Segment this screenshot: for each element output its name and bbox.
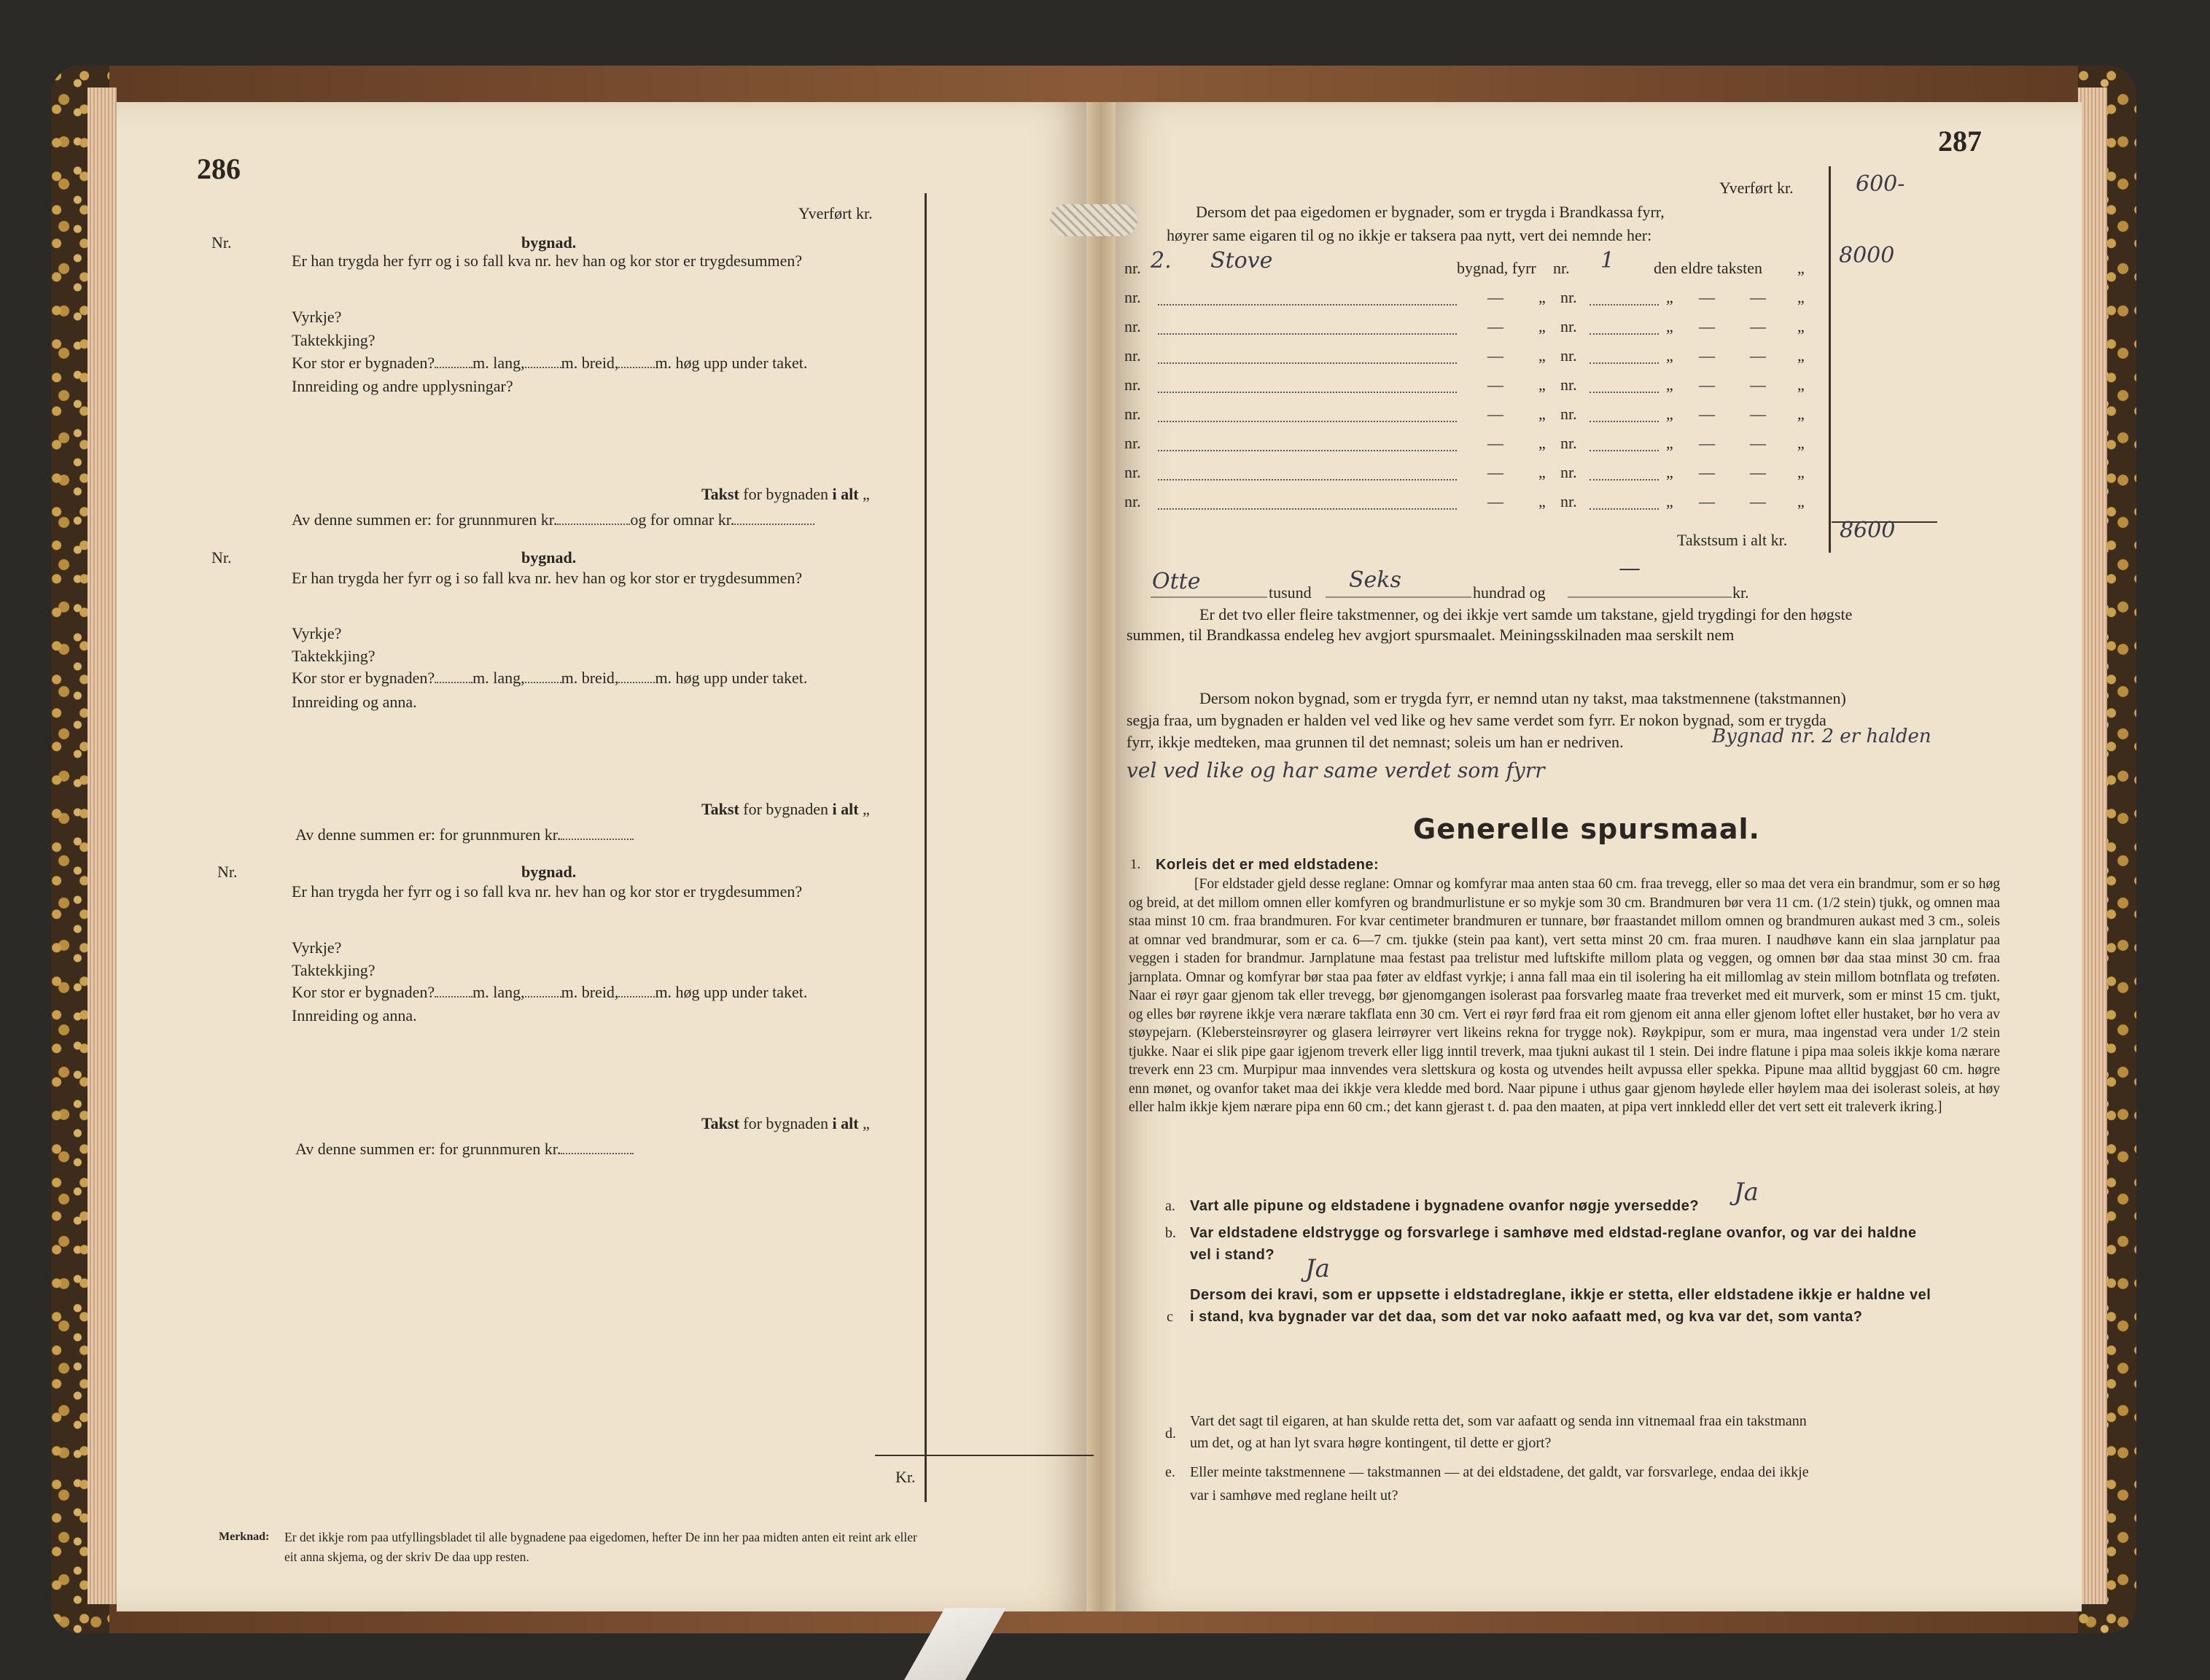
row-dash-2: — [1699,346,1715,365]
row-nr2-label: nr. [1560,376,1577,394]
omnar-field[interactable] [734,524,814,525]
question-taktekkjing: Taktekkjing? [292,647,376,665]
length-unit: m. lang, [472,354,525,372]
row-dash-2: — [1699,376,1715,394]
words-thousand-label: tusund [1269,583,1312,602]
taksum-label: Takstsum i alt kr. [1677,531,1788,549]
bygnad-label-first: bygnad. [521,233,577,252]
row-nr2-field[interactable] [1590,333,1659,335]
row-nr-label: nr. [1124,259,1141,277]
row-quote-3: „ [1797,405,1805,423]
left-page [117,102,1101,1611]
words-hundred-rule [1326,596,1471,598]
row-quote: „ [1797,259,1805,277]
row-nr-label: nr. [1124,434,1141,452]
untaxed-handwritten-2[interactable]: vel ved like og har same verdet som fyrr [1127,758,1545,782]
row-quote-1: „ [1538,288,1546,306]
row-dash-2: — [1699,317,1715,335]
row-nr2-label: nr. [1560,288,1577,306]
row-nr2-field[interactable] [1590,392,1659,393]
height-unit: m. høg upp under taket. [655,983,808,1001]
row-building-name: Stove [1210,248,1273,273]
row-dash-3: — [1750,405,1766,423]
grunnmur-field[interactable] [561,839,634,840]
words-kr-label: kr. [1732,583,1749,602]
book-gutter [1086,102,1116,1611]
row-quote-2: „ [1666,288,1673,306]
row-quote-2: „ [1666,405,1673,423]
row-dash-2: — [1699,405,1715,423]
row-dash-2: — [1699,492,1715,510]
takst-line [701,1114,870,1133]
section-nr-label: Nr. [217,863,238,881]
length-field[interactable] [435,682,472,683]
row-quote-1: „ [1538,492,1546,510]
summen-line [292,510,814,529]
width-unit: m. breid, [561,354,619,372]
q-b-text-2: vel i stand? [1190,1247,1275,1263]
row-nr2-label: nr. [1560,405,1577,423]
row-quote-1: „ [1538,376,1546,394]
row-dash: — [1487,288,1503,306]
row-name-field[interactable] [1158,479,1457,481]
question-size [292,354,807,373]
summen-line [295,1140,634,1159]
page-stack-left [87,88,117,1604]
words-rest-value[interactable]: — [1619,556,1641,581]
untaxed-handwritten-1[interactable]: Bygnad nr. 2 er halden [1712,726,1931,747]
row-nr2-field[interactable] [1590,362,1659,364]
question-info: Innreiding og andre upplysningar? [292,377,513,395]
size-label: Kor stor er bygnaden? [292,983,435,1001]
q-d-label: d. [1165,1426,1176,1442]
row-nr2-field[interactable] [1590,479,1659,481]
bygnad-label: bygnad. [521,548,577,567]
left-amount-column-line [925,193,927,1502]
row-nr-value: 2. [1151,248,1172,273]
row-nr2-field[interactable] [1590,304,1659,306]
row-bygnad-label: bygnad, fyrr [1457,259,1536,277]
row-dash: — [1487,463,1503,481]
question-info: Innreiding og anna. [292,1006,417,1024]
length-unit: m. lang, [472,983,525,1001]
page-stack-right [2078,88,2107,1604]
row-name-field[interactable] [1158,333,1457,335]
takst-total: i alt [832,800,859,818]
row-quote-2: „ [1666,317,1673,335]
row-dash-3: — [1750,288,1766,306]
disagree-line-2: summen, til Brandkassa endeleg hev avgjort spursmaalet. Meiningsskilnaden maa serskilt nem [1127,626,1735,644]
row-nr2-label: nr. [1553,259,1570,277]
row-nr2-label: nr. [1560,434,1577,452]
intro-line-1: Dersom det paa eigedomen er bygnader, som er trygda i Brandkassa fyrr, [1196,203,1665,221]
question-vyrkje: Vyrkje? [292,624,342,642]
takst-line [701,800,870,819]
row-quote-1: „ [1538,434,1546,452]
takst-for: for bygnaden [743,485,828,503]
row-quote-2: „ [1666,463,1673,481]
length-unit: m. lang, [472,669,525,687]
intro-line-2: høyrer same eigaren til og no ikkje er taksera paa nytt, vert dei nemnde her: [1167,226,1652,244]
row-dash: — [1487,346,1503,365]
width-unit: m. breid, [561,983,619,1001]
q-c-text-1: Dersom dei kravi, som er uppsette i eldstadreglane, ikkje er stetta, eller eldstadene ikkje er haldne vel [1190,1287,1931,1303]
row-quote-3: „ [1797,376,1805,394]
takst-total: i alt [832,485,859,503]
row-quote-3: „ [1797,288,1805,306]
row-nr-label: nr. [1124,463,1141,481]
width-unit: m. breid, [561,669,619,687]
height-unit: m. høg upp under taket. [655,669,808,687]
question-taktekkjing: Taktekkjing? [292,961,376,979]
takst-quote: „ [863,800,870,818]
untaxed-line-2: segja fraa, um bygnaden er halden vel ved like og hev same verdet som fyrr. Er nokon bygnad, som er trygda [1127,711,1826,729]
q-a-label: a. [1165,1198,1175,1214]
merknad-line-1: Er det ikkje rom paa utfyllingsbladet til alle bygnadene paa eigedomen, hefter De inn her paa midten anten eit reint ark eller [284,1530,917,1544]
width-field[interactable] [525,682,561,683]
takst-quote: „ [863,485,870,503]
takst-total: i alt [832,1114,859,1132]
height-field[interactable] [618,367,655,368]
taksum-value[interactable]: 8600 [1840,518,1896,543]
row-dash: — [1487,492,1503,510]
row-quote-2: „ [1666,376,1673,394]
row-dash-3: — [1750,346,1766,365]
q1-number: 1. [1130,857,1141,872]
row-name-field[interactable] [1158,421,1457,422]
row-quote-2: „ [1666,492,1673,510]
left-brought-forward-label: Yverført kr. [798,204,873,222]
grunnmur-field[interactable] [561,1153,634,1154]
takst-for: for bygnaden [743,800,828,818]
row-nr-label: nr. [1124,405,1141,423]
row-nr2-label: nr. [1560,317,1577,335]
q-a-answer[interactable]: Ja [1734,1178,1759,1207]
row-nr-label: nr. [1124,317,1141,335]
left-page-number: 286 [197,152,241,185]
width-field[interactable] [525,996,561,998]
q-b-label: b. [1165,1225,1176,1241]
height-field[interactable] [618,682,655,683]
row-nr2-label: nr. [1560,463,1577,481]
takst-word: Takst [701,485,739,503]
row-dash-2: — [1699,288,1715,306]
q-e-text-1: Eller meinte takstmennene — takstmannen — at dei eldstadene, det galdt, var forsvarlege, endaa dei ikkje [1190,1464,1809,1480]
summen-line [295,825,634,844]
row-nr2-field[interactable] [1590,450,1659,451]
row-nr-label: nr. [1124,492,1141,510]
row-dash: — [1487,434,1503,452]
question-taktekkjing: Taktekkjing? [292,331,376,349]
height-unit: m. høg upp under taket. [655,354,808,372]
general-questions-heading: Generelle spursmaal. [1413,813,1760,845]
row-quote-2: „ [1666,346,1673,365]
row-quote-3: „ [1797,346,1805,365]
row-dash: — [1487,405,1503,423]
row-dash-2: — [1699,434,1715,452]
grunnmur-label: Av denne summen er: for grunnmuren kr. [295,825,561,844]
row-quote-3: „ [1797,317,1805,335]
length-field[interactable] [435,367,472,368]
height-field[interactable] [618,996,655,998]
row-nr2-field[interactable] [1590,421,1659,422]
q-d-text-2: um det, og at han lyt svara høgre kontingent, til dette er gjort? [1190,1435,1552,1451]
q-a-text: Vart alle pipune og eldstadene i bygnadene ovanfor nøgje yversedde? [1190,1198,1700,1214]
binding-twine [1050,204,1137,236]
question-insured: Er han trygda her fyrr og i so fall kva nr. hev han og kor stor er trygdesummen? [292,569,803,587]
q-e-text-2: var i samhøve med reglane heilt ut? [1190,1488,1398,1504]
row-nr2-field[interactable] [1590,508,1659,510]
untaxed-line-3: fyrr, ikkje medteken, maa grunnen til det nemnast; soleis um han er nedriven. [1127,733,1624,751]
q-c-text-2: i stand, kva bygnader var det daa, som det var noko aafaatt med, og kva var det, som vanta? [1190,1309,1863,1325]
row-quote-1: „ [1538,405,1546,423]
q-b-text-1: Var eldstadene eldstrygge og forsvarlege i samhøve med eldstad-reglane ovanfor, og var dei haldne [1190,1225,1917,1241]
question-vyrkje: Vyrkje? [292,938,342,957]
merknad-label: Merknad: [219,1531,270,1543]
row-dash: — [1487,317,1503,335]
disagree-line-1: Er det tvo eller fleire takstmenner, og dei ikkje vert samde um takstane, gjeld trygdingi for den høgste [1199,605,1853,623]
row-quote-2: „ [1666,434,1673,452]
row-nr2-label: nr. [1560,346,1577,365]
row-name-field[interactable] [1158,392,1457,393]
section-nr-label: Nr. [211,233,232,252]
q1-title: Korleis det er med eldstadene: [1156,857,1380,873]
row-quote-3: „ [1797,463,1805,481]
row-quote-1: „ [1538,346,1546,365]
words-thousand-rule [1151,596,1267,598]
words-rest-rule [1568,596,1732,598]
q-d-text-1: Vart det sagt til eigaren, at han skulde retta det, som var aafaatt og senda inn vitnemaal fraa ein takstmann [1190,1413,1807,1429]
right-brought-forward-value: 600- [1856,171,1905,197]
row-quote-3: „ [1797,492,1805,510]
row-name-field[interactable] [1158,450,1457,451]
takst-line [701,485,870,504]
right-amount-column-line [1829,166,1831,553]
grunnmur-label: Av denne summen er: for grunnmuren kr. [295,1140,561,1158]
row-dash-3: — [1750,434,1766,452]
question-insured: Er han trygda her fyrr og i so fall kva nr. hev han og kor stor er trygdesummen? [292,252,803,270]
row-dash: — [1487,376,1503,394]
question-vyrkje: Vyrkje? [292,308,342,326]
question-insured: Er han trygda her fyrr og i so fall kva nr. hev han og kor stor er trygdesummen? [292,882,803,901]
row-dash-3: — [1750,376,1766,394]
left-total-rule [875,1455,1094,1456]
grunnmur-field[interactable] [557,524,630,525]
question-size [292,983,807,1002]
words-hundred-value[interactable]: Seks [1349,567,1401,593]
takst-word: Takst [701,800,739,818]
question-info: Innreiding og anna. [292,693,417,711]
left-total-kr-label: Kr. [895,1468,916,1486]
question-size [292,669,807,688]
row-dash-2: — [1699,463,1715,481]
size-label: Kor stor er bygnaden? [292,669,435,687]
takst-quote: „ [863,1114,870,1132]
right-page-number: 287 [1938,125,1982,158]
row-amount[interactable]: 8000 [1839,243,1895,268]
right-brought-forward-label: Yverført kr. [1719,179,1794,197]
section-nr-label: Nr. [211,548,232,567]
row-nr2-label: nr. [1560,492,1577,510]
length-field[interactable] [435,996,472,998]
row-name-field[interactable] [1158,362,1457,364]
row-nr-label: nr. [1124,346,1141,365]
size-label: Kor stor er bygnaden? [292,354,435,372]
merknad-line-2: eit anna skjema, og der skriv De daa upp resten. [284,1549,529,1564]
q-b-answer[interactable]: Ja [1305,1254,1330,1283]
row-quote-3: „ [1797,434,1805,452]
row-nr-label: nr. [1124,376,1141,394]
row-nr-label: nr. [1124,288,1141,306]
words-hundred-label: hundrad og [1473,583,1546,602]
takst-for: for bygnaden [743,1114,828,1132]
grunnmur-label: Av denne summen er: for grunnmuren kr. [292,510,558,529]
q-e-label: e. [1165,1464,1175,1480]
width-field[interactable] [525,367,561,368]
row-quote-1: „ [1538,463,1546,481]
row-name-field[interactable] [1158,304,1457,306]
omnar-label: og for omnar kr. [630,510,735,529]
takst-word: Takst [701,1114,739,1132]
row-quote-1: „ [1538,317,1546,335]
row-dash-3: — [1750,463,1766,481]
row-eldre-label: den eldre taksten [1654,259,1763,277]
fire-regulations-text: [For eldstader gjeld desse reglane: Omnar og komfyrar maa anten staa 60 cm. fraa trevegg, eller so maa det vera ein brandmur, som er so høg og breid, at det millom omnen eller komfyren og brandmurlistune er so mykje som 30 cm. Brandmuren bør vera 11 cm. (1/2 stein) tjukk, og omnen maa staa minst 10 cm. fraa brandmuren. For kvar centimeter brandmuren er tunnare, bør fraastandet millom omnen og brandmuren aukast med 3 cm., soleis at omnar ved brandmurar, som er ca. 6—7 cm. tjukke (stein paa kant), vert setta minst 20 cm. fraa muren. I naudhøve kann ein slaa jarnplatur paa veggen i staden for brandmur. Jarnplatune maa festast paa trelistur med luftskifte millom plata og veggen, og omnen bør daa staa minst 30 cm. fraa jarnplata. Omnar og komfyrar bør staa paa føter av eldfast vyrkje; i anna fall maa ein til isolering ha eit millomlag av stein millom botnflata og treføten. Naar ei røyr gaar gjenom tak eller trevegg, bør gjenomgangen isolerast paa forsvarleg maate fraa treverket med eit murverk, som er minst 15 cm. tjukt, og elles bør røyrene ikkje vera nærare takflata enn 30 cm. Vert ei røyr førd fraa eit rom gjenom eit anna eller gjenom loftet eller hustaket, bør ho vera av støypejarn. (Klebersteinsrøyrer og glasera leirrøyrer vert likeins rekna for trygge nok). Røykpipur, som er mura, maa ingenstad vera under 1/2 stein tjukke. Naar ei slik pipe gaar igjenom treverk eller ligg inntil treverk, maa tjukni aukast til 1 stein. Dei indre flatune i pipa maa soleis ikkje koma nærare treverk enn 23 cm. Murpipur maa innvendes vera slettskura og kosta og utvendes heilt avpussa eller spekka. Pipune maa alltid byggjast 60 cm. høgre enn mønet, og ovanfor taket maa dei ikkje vera kledde med bord. Naar pipune i uthus gaar gjenom høylede eller høylem maa dei isolerast soleis, at høy eller halm ikkje kjem nærare pipa enn 60 cm.; det kann gjerast t. d. paa den maaten, at pipa vert innkledd eller det vert sett eit traleverk ikring.] [1129,876,2000,1115]
words-thousand-value[interactable]: Otte [1152,569,1201,594]
row-dash-3: — [1750,492,1766,510]
row-nr2-value: 1 [1600,248,1615,273]
row-name-field[interactable] [1158,508,1457,510]
q-c-label: c [1167,1309,1173,1325]
row-dash-3: — [1750,317,1766,335]
untaxed-line-1: Dersom nokon bygnad, som er trygda fyrr, er nemnd utan ny takst, maa takstmennene (takstmannen) [1199,689,1846,707]
bygnad-label: bygnad. [521,863,577,881]
